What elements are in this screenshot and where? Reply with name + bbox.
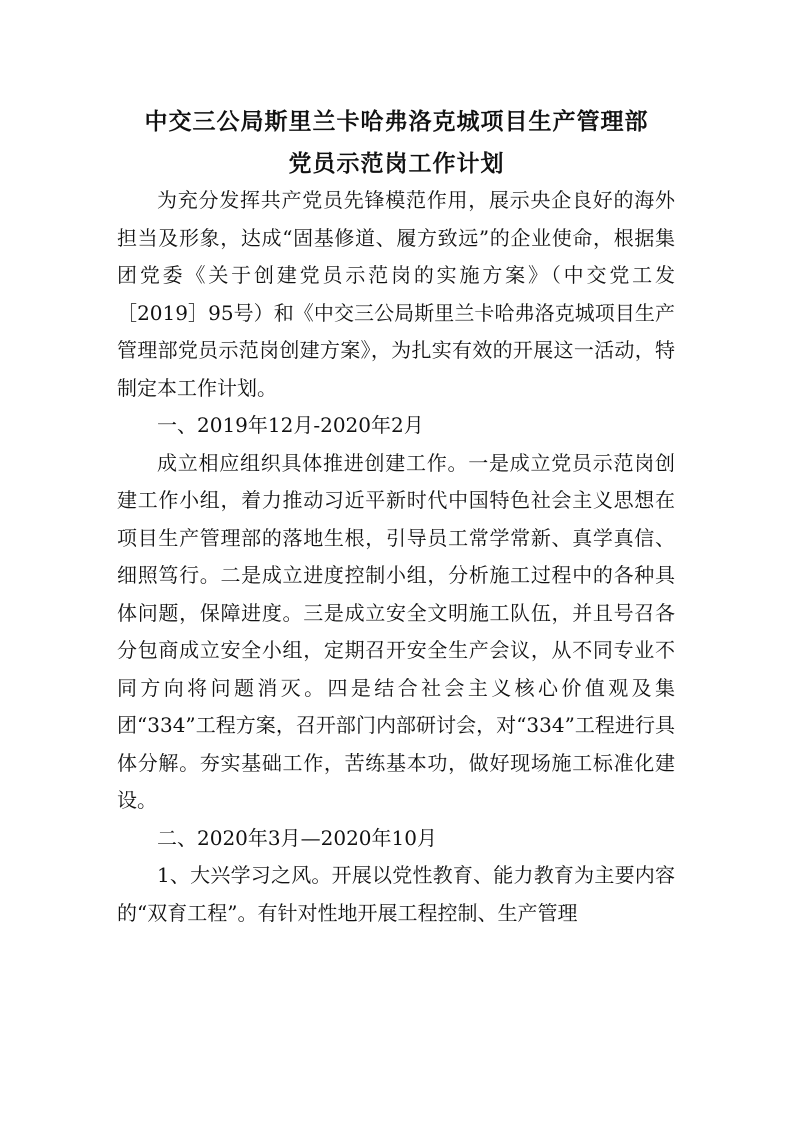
section-2-paragraph: 1、大兴学习之风。开展以党性教育、能力教育为主要内容的“双育工程”。有针对性地开展工程控制、生产管理 — [117, 863, 675, 925]
intro-paragraph: 为充分发挥共产党员先锋模范作用，展示央企良好的海外担当及形象，达成“固基修道、履方致远”的企业使命，根据集团党委《关于创建党员示范岗的实施方案》（中交党工发［2019］95号）和《中交三公局斯里兰卡哈弗洛克城项目生产管理部党员示范岗创建方案》，为扎实有效的开展这一活动，特制定本工作计划。 — [117, 188, 675, 400]
section-1-paragraph: 成立相应组织具体推进创建工作。一是成立党员示范岗创建工作小组，着力推动习近平新时代中国特色社会主义思想在项目生产管理部的落地生根，引导员工常学常新、真学真信、细照笃行。二是成立进度控制小组，分析施工过程中的各种具体问题，保障进度。三是成立安全文明施工队伍，并且号召各分包商成立安全小组，定期召开安全生产会议，从不同专业不同方向将问题消灭。四是结合社会主义核心价值观及集团“334”工程方案，召开部门内部研讨会，对“334”工程进行具体分解。夯实基础工作，苦练基本功，做好现场施工标准化建设。 — [117, 450, 675, 812]
document-body — [117, 182, 675, 932]
section-heading-2: 二、2020年3月—2020年10月 — [157, 825, 437, 850]
document-title-line2: 党员示范岗工作计划 — [288, 150, 505, 177]
document-title-line1: 中交三公局斯里兰卡哈弗洛克城项目生产管理部 — [144, 108, 649, 135]
section-heading-1: 一、2019年12月-2020年2月 — [157, 413, 424, 437]
